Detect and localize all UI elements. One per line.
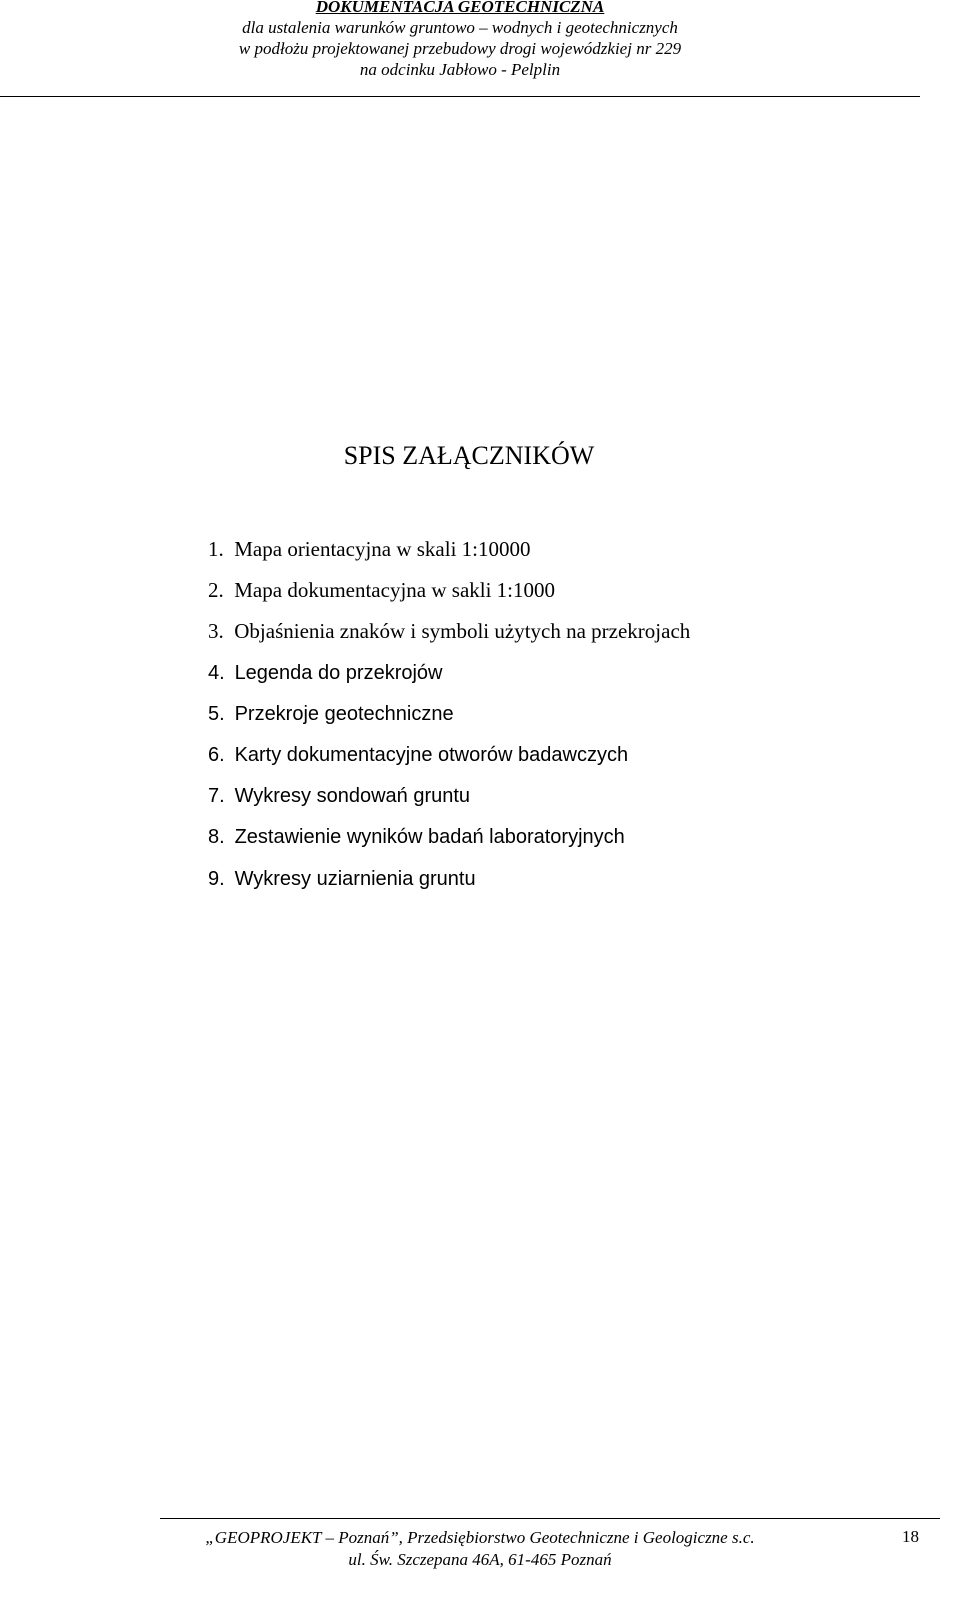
attachment-item-1 bbox=[208, 529, 690, 570]
footer-divider bbox=[160, 1518, 940, 1519]
header-line-2: w podłożu projektowanej przebudowy drogi wojewódzkiej nr 229 bbox=[238, 39, 682, 58]
attachment-number: 9. bbox=[208, 867, 225, 890]
section-title: SPIS ZAŁĄCZNIKÓW bbox=[343, 441, 595, 470]
attachment-text: Mapa dokumentacyjna w sakli 1:1000 bbox=[234, 578, 556, 603]
attachment-number: 4. bbox=[208, 661, 225, 684]
attachment-text: Legenda do przekrojów bbox=[234, 661, 443, 684]
attachment-item-7 bbox=[208, 776, 690, 817]
attachment-text: Karty dokumentacyjne otworów badawczych bbox=[234, 744, 629, 767]
attachment-item-6 bbox=[208, 735, 690, 776]
page-header bbox=[0, 0, 920, 80]
attachment-text: Przekroje geotechniczne bbox=[234, 702, 454, 725]
attachment-text: Wykresy uziarnienia gruntu bbox=[234, 867, 476, 890]
attachment-text: Objaśnienia znaków i symboli użytych na przekrojach bbox=[234, 619, 691, 644]
attachment-item-2 bbox=[208, 570, 690, 611]
attachment-text: Mapa orientacyjna w skali 1:10000 bbox=[234, 537, 531, 561]
attachment-number: 3. bbox=[208, 619, 224, 644]
attachment-number: 7. bbox=[208, 785, 225, 808]
attachment-item-3 bbox=[208, 611, 690, 652]
page-number: 18 bbox=[902, 1527, 919, 1546]
header-divider bbox=[0, 96, 920, 97]
attachment-item-5 bbox=[208, 694, 690, 735]
attachment-number: 8. bbox=[208, 826, 225, 849]
attachment-text: Wykresy sondowań gruntu bbox=[234, 785, 471, 808]
page-footer bbox=[140, 1527, 820, 1571]
header-line-1: dla ustalenia warunków gruntowo – wodnych i geotechnicznych bbox=[242, 18, 678, 37]
footer-line-1: „GEOPROJEKT – Poznań”, Przedsiębiorstwo Geotechniczne i Geologiczne s.c. bbox=[205, 1528, 755, 1547]
attachment-number: 6. bbox=[208, 744, 225, 767]
attachment-number: 5. bbox=[208, 702, 225, 725]
attachment-number: 2. bbox=[208, 578, 224, 603]
attachments-list bbox=[208, 529, 690, 900]
header-title: DOKUMENTACJA GEOTECHNICZNA bbox=[315, 0, 605, 16]
attachment-item-9 bbox=[208, 859, 690, 900]
header-line-3: na odcinku Jabłowo - Pelplin bbox=[359, 60, 561, 79]
attachment-item-8 bbox=[208, 817, 690, 858]
attachment-number: 1. bbox=[208, 537, 224, 561]
attachment-text: Zestawienie wyników badań laboratoryjnych bbox=[234, 826, 625, 849]
footer-line-2: ul. Św. Szczepana 46A, 61-465 Poznań bbox=[348, 1550, 612, 1569]
attachment-item-4 bbox=[208, 653, 690, 694]
